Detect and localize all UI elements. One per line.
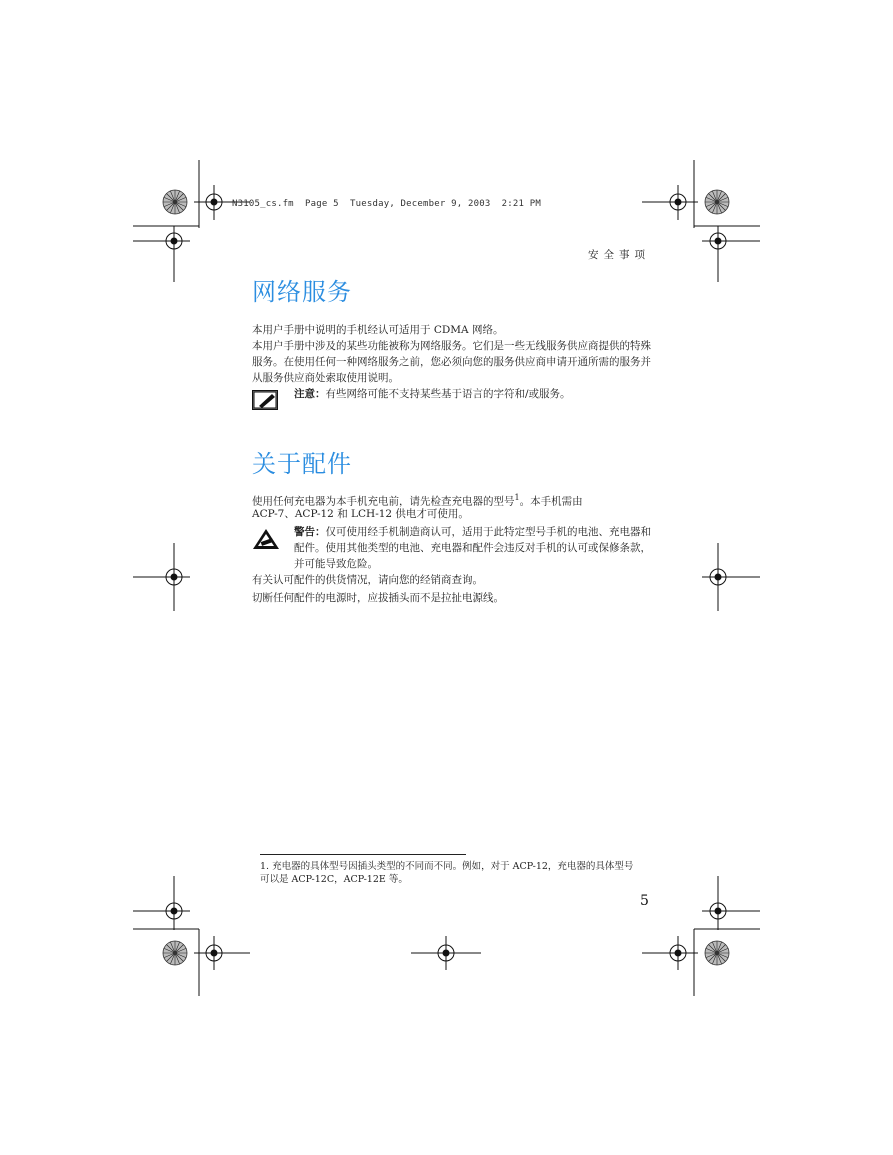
paragraph: 本用户手册中说明的手机经认可适用于 CDMA 网络。 [252,324,504,336]
paragraph-text: 使用任何充电器为本手机充电前，请先检查充电器的型号 [252,495,515,508]
paragraph: 有关认可配件的供货情况，请向您的经销商查询。 [252,574,483,586]
page-number: 5 [640,893,649,909]
print-slug: N3105_cs.fm Page 5 Tuesday, December 9, 2003 2:21 PM [232,199,542,209]
footnote [260,860,640,886]
section-title-network-services: 网络服务 [252,278,352,306]
footnote-text: 充电器的具体型号因插头类型的不同而不同。例如，对于 ACP-12，充电器的具体型号可以是 ACP-12C，ACP-12E 等。 [260,861,634,885]
note [294,386,652,402]
section-title-accessories: 关于配件 [252,450,352,478]
note-pen-icon [252,390,278,414]
paragraph-text: 。本手机需由 [519,495,583,508]
warning-label: 警告： [294,526,326,538]
warning-icon [252,528,280,554]
footnote-ref: 1 [514,493,520,502]
note-text: 有些网络可能不支持某些基于语言的字符和/或服务。 [325,388,571,400]
footnote-divider [260,854,466,855]
warning-text: 仅可使用经手机制造商认可，适用于此特定型号手机的电池、充电器和配件。使用其他类型的电池、充电器和配件会违反对手机的认可或保修条款，并可能导致危险。 [294,526,651,570]
footnote-number: 1. [260,861,270,872]
paragraph: ACP-7、ACP-12 和 LCH-12 供电才可使用。 [252,508,469,520]
note-label: 注意： [294,388,326,400]
paragraph: 本用户手册中涉及的某些功能被称为网络服务。它们是一些无线服务供应商提供的特殊服务。在使用任何一种网络服务之前，您必须向您的服务供应商申请开通所需的服务并从服务供应商处索取使用说明。 [252,340,651,384]
running-header: 安全事项 [588,249,650,261]
paragraph: 切断任何配件的电源时，应拔插头而不是拉扯电源线。 [252,592,504,604]
warning [294,524,652,572]
